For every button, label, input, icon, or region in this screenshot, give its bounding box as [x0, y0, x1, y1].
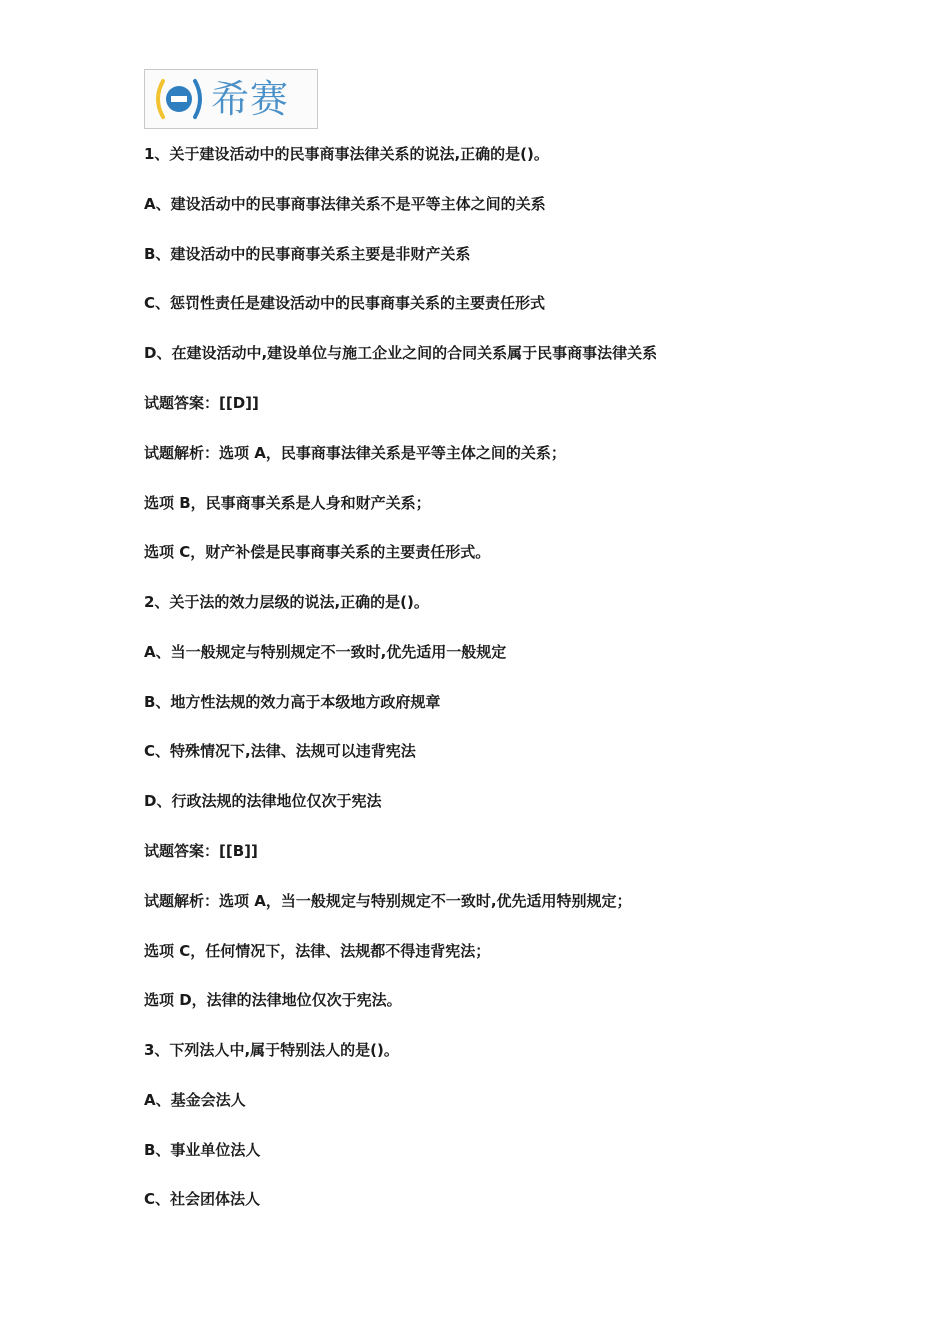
logo-brand-text: 希赛 — [211, 77, 290, 121]
question-3-option-a: A、基金会法人 — [144, 1091, 246, 1109]
question-1-stem: 1、关于建设活动中的民事商事法律关系的说法,正确的是()。 — [144, 145, 549, 163]
question-3-option-c: C、社会团体法人 — [144, 1190, 261, 1208]
question-1-option-c: C、惩罚性责任是建设活动中的民事商事关系的主要责任形式 — [144, 294, 546, 312]
question-1-answer: 试题答案：[[D]] — [144, 394, 259, 412]
brand-logo — [144, 69, 318, 129]
question-1-option-a: A、建设活动中的民事商事法律关系不是平等主体之间的关系 — [144, 195, 546, 213]
question-2-answer: 试题答案：[[B]] — [144, 842, 258, 860]
question-2-analysis-c: 选项 C，任何情况下，法律、法规都不得违背宪法； — [144, 942, 491, 960]
question-2-option-a: A、当一般规定与特别规定不一致时,优先适用一般规定 — [144, 643, 507, 661]
question-1-analysis: 试题解析：选项 A，民事商事法律关系是平等主体之间的关系； — [144, 444, 566, 462]
question-2-analysis-d: 选项 D，法律的法律地位仅次于宪法。 — [144, 991, 402, 1009]
question-2-analysis: 试题解析：选项 A，当一般规定与特别规定不一致时,优先适用特别规定； — [144, 892, 632, 910]
question-1-option-d: D、在建设活动中,建设单位与施工企业之间的合同关系属于民事商事法律关系 — [144, 344, 658, 362]
logo-mark-icon — [151, 77, 207, 121]
question-2-option-b: B、地方性法规的效力高于本级地方政府规章 — [144, 693, 441, 711]
question-2-option-c: C、特殊情况下,法律、法规可以违背宪法 — [144, 742, 416, 760]
question-1-analysis-b: 选项 B，民事商事关系是人身和财产关系； — [144, 494, 431, 512]
question-1-option-b: B、建设活动中的民事商事关系主要是非财产关系 — [144, 245, 471, 263]
question-1-analysis-c: 选项 C，财产补偿是民事商事关系的主要责任形式。 — [144, 543, 491, 561]
question-3-option-b: B、事业单位法人 — [144, 1141, 261, 1159]
question-2-option-d: D、行政法规的法律地位仅次于宪法 — [144, 792, 382, 810]
question-2-stem: 2、关于法的效力层级的说法,正确的是()。 — [144, 593, 429, 611]
question-3-stem: 3、下列法人中,属于特别法人的是()。 — [144, 1041, 399, 1059]
